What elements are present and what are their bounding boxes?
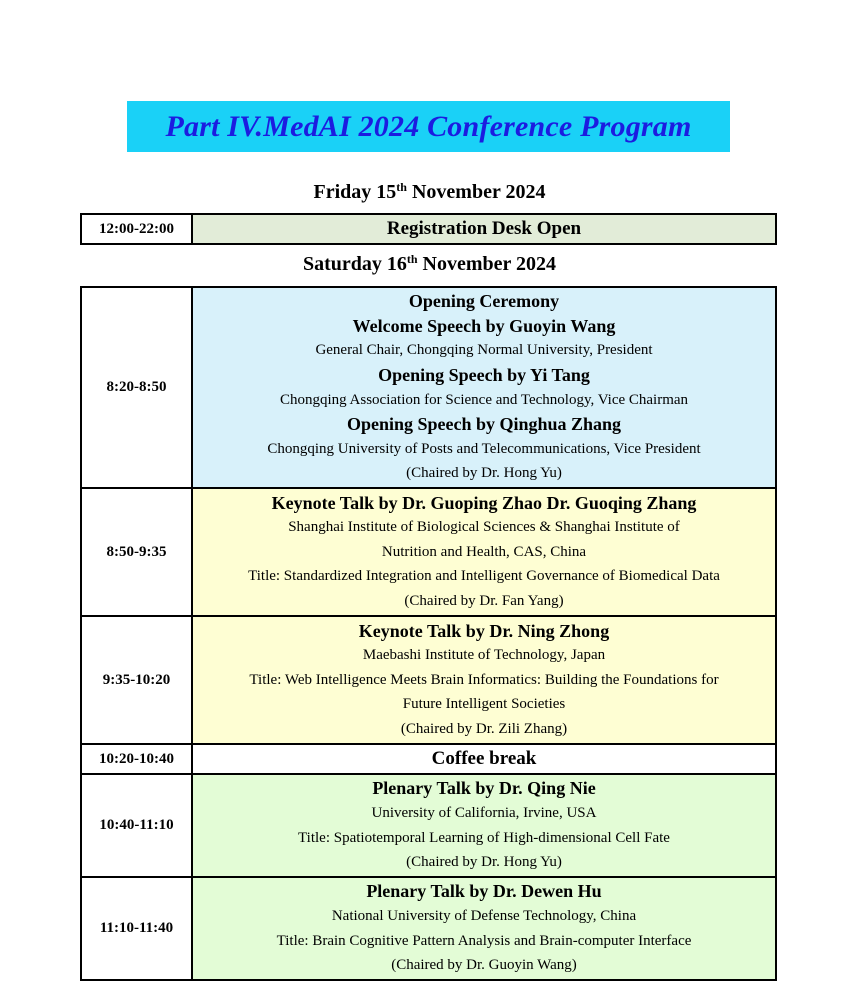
talk-title: Keynote Talk by Dr. Guoping Zhao Dr. Guoqing Zhang <box>271 492 697 513</box>
talk-title: Keynote Talk by Dr. Ning Zhong <box>358 620 610 641</box>
table-row <box>81 774 776 877</box>
table-row <box>81 214 776 244</box>
session-cell <box>192 287 776 488</box>
session-title: Opening Ceremony <box>408 291 560 312</box>
time-cell: 10:20-10:40 <box>81 744 192 774</box>
speaker-affiliation: General Chair, Chongqing Normal University, President <box>315 342 653 359</box>
session-cell <box>192 616 776 744</box>
chair-note: (Chaired by Dr. Zili Zhang) <box>400 720 568 737</box>
speech-title: Welcome Speech by Guoyin Wang <box>352 315 616 336</box>
table-row <box>81 616 776 744</box>
speaker-affiliation: Chongqing University of Posts and Telecommunications, Vice President <box>267 440 701 457</box>
talk-subject: Title: Standardized Integration and Intelligent Governance of Biomedical Data <box>248 568 720 585</box>
speaker-affiliation: Shanghai Institute of Biological Sciences & Shanghai Institute of <box>288 519 680 536</box>
talk-title: Plenary Talk by Dr. Dewen Hu <box>366 881 602 902</box>
speech-title: Opening Speech by Qinghua Zhang <box>346 414 622 435</box>
speaker-affiliation: Chongqing Association for Science and Technology, Vice Chairman <box>279 391 689 408</box>
chair-note: (Chaired by Dr. Fan Yang) <box>404 592 564 609</box>
talk-subject: Title: Spatiotemporal Learning of High-dimensional Cell Fate <box>298 829 670 846</box>
session-cell <box>192 744 776 774</box>
session-cell <box>192 214 776 244</box>
talk-subject: Title: Brain Cognitive Pattern Analysis and Brain-computer Interface <box>276 932 692 949</box>
session-cell <box>192 877 776 980</box>
time-cell: 9:35-10:20 <box>81 616 192 744</box>
table-row <box>81 488 776 616</box>
program-title-banner <box>127 101 730 152</box>
speaker-affiliation: Nutrition and Health, CAS, China <box>381 543 587 560</box>
day1-schedule-table <box>80 213 777 245</box>
talk-subject: Title: Web Intelligence Meets Brain Informatics: Building the Foundations for <box>249 671 719 688</box>
speaker-affiliation: Maebashi Institute of Technology, Japan <box>362 647 606 664</box>
time-cell: 8:20-8:50 <box>81 287 192 488</box>
program-title: Part IV.MedAI 2024 Conference Program <box>165 109 692 143</box>
session-cell <box>192 774 776 877</box>
day1-heading: Friday 15th November 2024 <box>313 180 546 203</box>
day2-schedule-table <box>80 286 777 981</box>
speaker-affiliation: University of California, Irvine, USA <box>371 804 597 821</box>
chair-note: (Chaired by Dr. Hong Yu) <box>406 854 562 871</box>
time-cell: 11:10-11:40 <box>81 877 192 980</box>
table-row <box>81 287 776 488</box>
break-title: Coffee break <box>431 747 537 769</box>
time-cell: 10:40-11:10 <box>81 774 192 877</box>
registration-title: Registration Desk Open <box>386 217 582 239</box>
time-cell: 12:00-22:00 <box>81 214 192 244</box>
talk-subject: Future Intelligent Societies <box>402 696 566 713</box>
chair-note: (Chaired by Dr. Guoyin Wang) <box>391 957 577 974</box>
session-cell <box>192 488 776 616</box>
table-row <box>81 877 776 980</box>
chair-note: (Chaired by Dr. Hong Yu) <box>406 465 562 482</box>
day2-heading: Saturday 16th November 2024 <box>302 252 557 275</box>
table-row <box>81 744 776 774</box>
speaker-affiliation: National University of Defense Technology, China <box>331 907 637 924</box>
speech-title: Opening Speech by Yi Tang <box>378 364 590 385</box>
talk-title: Plenary Talk by Dr. Qing Nie <box>372 778 596 799</box>
time-cell: 8:50-9:35 <box>81 488 192 616</box>
